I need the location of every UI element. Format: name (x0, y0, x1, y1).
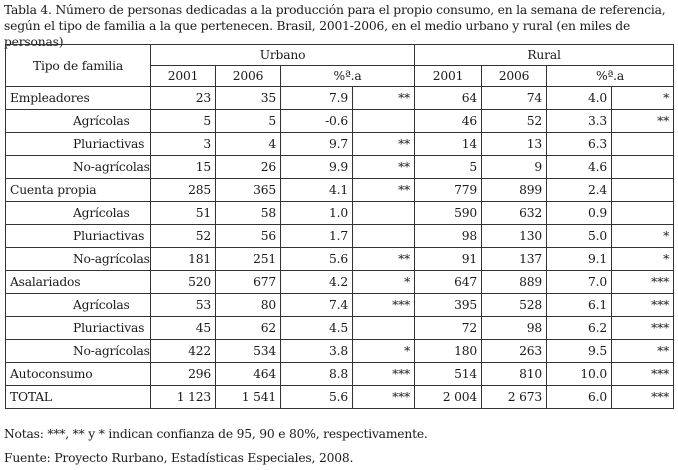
cell-rural-pct: 9.1 (547, 248, 612, 271)
cell-urbano-2001: 285 (151, 179, 216, 202)
cell-rural-2001: 46 (415, 110, 482, 133)
cell-rural-2001: 590 (415, 202, 482, 225)
cell-urbano-sig (353, 225, 415, 248)
cell-rural-pct: 7.0 (547, 271, 612, 294)
cell-urbano-pct: 9.9 (281, 156, 353, 179)
cell-tipo: Agrícolas (6, 294, 151, 317)
cell-rural-pct: 4.6 (547, 156, 612, 179)
table-row (6, 248, 674, 271)
table-row (6, 340, 674, 363)
cell-rural-sig: ** (612, 340, 674, 363)
table-row (6, 271, 674, 294)
cell-rural-pct: 4.0 (547, 87, 612, 110)
cell-urbano-2006: 56 (216, 225, 281, 248)
cell-urbano-2001: 422 (151, 340, 216, 363)
cell-tipo: TOTAL (6, 386, 151, 409)
cell-rural-sig: *** (612, 317, 674, 340)
data-table (5, 44, 674, 409)
cell-rural-sig: *** (612, 363, 674, 386)
cell-urbano-pct: 7.4 (281, 294, 353, 317)
cell-rural-2006: 137 (482, 248, 547, 271)
table-row (6, 317, 674, 340)
cell-urbano-2006: 251 (216, 248, 281, 271)
table-row (6, 225, 674, 248)
cell-rural-2001: 91 (415, 248, 482, 271)
cell-urbano-2001: 5 (151, 110, 216, 133)
cell-urbano-sig: ** (353, 156, 415, 179)
cell-rural-2001: 5 (415, 156, 482, 179)
cell-urbano-2001: 53 (151, 294, 216, 317)
cell-urbano-pct: 5.6 (281, 248, 353, 271)
cell-rural-2001: 72 (415, 317, 482, 340)
cell-urbano-sig: * (353, 340, 415, 363)
cell-urbano-2006: 5 (216, 110, 281, 133)
table-row (6, 202, 674, 225)
cell-urbano-sig: *** (353, 294, 415, 317)
table-row (6, 386, 674, 409)
cell-urbano-2001: 181 (151, 248, 216, 271)
cell-rural-2006: 810 (482, 363, 547, 386)
cell-rural-2006: 2 673 (482, 386, 547, 409)
cell-rural-sig: *** (612, 294, 674, 317)
cell-tipo: Pluriactivas (6, 133, 151, 156)
cell-urbano-2006: 26 (216, 156, 281, 179)
cell-urbano-sig: *** (353, 363, 415, 386)
header-urbano: Urbano (151, 45, 415, 66)
cell-urbano-sig (353, 202, 415, 225)
cell-rural-pct: 6.2 (547, 317, 612, 340)
cell-rural-sig (612, 179, 674, 202)
cell-rural-pct: 2.4 (547, 179, 612, 202)
cell-rural-2001: 14 (415, 133, 482, 156)
header-rural-pct: %ª.a (547, 66, 674, 87)
cell-rural-pct: 6.3 (547, 133, 612, 156)
cell-rural-2001: 647 (415, 271, 482, 294)
cell-urbano-pct: 8.8 (281, 363, 353, 386)
cell-urbano-2006: 365 (216, 179, 281, 202)
cell-rural-pct: 0.9 (547, 202, 612, 225)
header-urbano-2006: 2006 (216, 66, 281, 87)
cell-tipo: Agrícolas (6, 110, 151, 133)
cell-urbano-2006: 677 (216, 271, 281, 294)
cell-urbano-2006: 58 (216, 202, 281, 225)
cell-tipo: Autoconsumo (6, 363, 151, 386)
table-row (6, 363, 674, 386)
cell-tipo: Asalariados (6, 271, 151, 294)
cell-rural-2006: 263 (482, 340, 547, 363)
cell-tipo: No-agrícolas (6, 248, 151, 271)
cell-rural-2001: 514 (415, 363, 482, 386)
cell-urbano-2006: 62 (216, 317, 281, 340)
cell-rural-sig: * (612, 87, 674, 110)
cell-urbano-2006: 80 (216, 294, 281, 317)
table-row (6, 110, 674, 133)
cell-rural-2001: 180 (415, 340, 482, 363)
cell-rural-pct: 9.5 (547, 340, 612, 363)
cell-rural-2001: 64 (415, 87, 482, 110)
cell-urbano-sig: ** (353, 248, 415, 271)
cell-urbano-sig: *** (353, 386, 415, 409)
cell-urbano-pct: 4.5 (281, 317, 353, 340)
cell-rural-2006: 9 (482, 156, 547, 179)
cell-urbano-sig (353, 317, 415, 340)
cell-urbano-2006: 35 (216, 87, 281, 110)
header-row-groups (6, 45, 674, 66)
cell-rural-2006: 98 (482, 317, 547, 340)
cell-rural-pct: 10.0 (547, 363, 612, 386)
cell-rural-2001: 98 (415, 225, 482, 248)
cell-urbano-sig: ** (353, 133, 415, 156)
cell-urbano-2001: 3 (151, 133, 216, 156)
cell-urbano-pct: 9.7 (281, 133, 353, 156)
cell-rural-2001: 2 004 (415, 386, 482, 409)
cell-urbano-pct: 1.7 (281, 225, 353, 248)
cell-urbano-2006: 4 (216, 133, 281, 156)
cell-urbano-pct: 7.9 (281, 87, 353, 110)
cell-rural-2006: 74 (482, 87, 547, 110)
cell-urbano-2001: 1 123 (151, 386, 216, 409)
cell-urbano-2001: 520 (151, 271, 216, 294)
cell-urbano-2001: 51 (151, 202, 216, 225)
notes-confidence: Notas: ***, ** y * indican confianza de 95, 90 e 80%, respectivamente. (4, 427, 428, 441)
cell-rural-2006: 130 (482, 225, 547, 248)
cell-urbano-pct: 1.0 (281, 202, 353, 225)
cell-rural-sig: *** (612, 271, 674, 294)
cell-rural-sig (612, 202, 674, 225)
cell-tipo: No-agrícolas (6, 156, 151, 179)
header-tipo: Tipo de familia (6, 45, 151, 87)
header-rural: Rural (415, 45, 674, 66)
notes-source: Fuente: Proyecto Rurbano, Estadísticas Especiales, 2008. (4, 451, 354, 465)
cell-tipo: Pluriactivas (6, 225, 151, 248)
cell-rural-pct: 3.3 (547, 110, 612, 133)
cell-tipo: Agrícolas (6, 202, 151, 225)
header-urbano-2001: 2001 (151, 66, 216, 87)
cell-urbano-2001: 45 (151, 317, 216, 340)
table-body (6, 87, 674, 409)
cell-rural-2006: 889 (482, 271, 547, 294)
cell-urbano-sig (353, 110, 415, 133)
cell-rural-pct: 6.0 (547, 386, 612, 409)
cell-rural-sig (612, 133, 674, 156)
cell-urbano-2006: 534 (216, 340, 281, 363)
cell-rural-sig: *** (612, 386, 674, 409)
cell-urbano-2001: 296 (151, 363, 216, 386)
cell-rural-2006: 899 (482, 179, 547, 202)
cell-tipo: Pluriactivas (6, 317, 151, 340)
cell-rural-2001: 395 (415, 294, 482, 317)
cell-urbano-pct: -0.6 (281, 110, 353, 133)
table-row (6, 156, 674, 179)
table-row (6, 294, 674, 317)
cell-urbano-2001: 15 (151, 156, 216, 179)
cell-rural-2006: 52 (482, 110, 547, 133)
cell-urbano-2006: 1 541 (216, 386, 281, 409)
cell-urbano-pct: 5.6 (281, 386, 353, 409)
cell-urbano-2006: 464 (216, 363, 281, 386)
cell-urbano-2001: 23 (151, 87, 216, 110)
table-row (6, 179, 674, 202)
cell-urbano-2001: 52 (151, 225, 216, 248)
header-rural-2006: 2006 (482, 66, 547, 87)
cell-rural-pct: 6.1 (547, 294, 612, 317)
cell-rural-pct: 5.0 (547, 225, 612, 248)
cell-tipo: No-agrícolas (6, 340, 151, 363)
cell-rural-2006: 528 (482, 294, 547, 317)
cell-urbano-sig: ** (353, 87, 415, 110)
cell-rural-sig: ** (612, 110, 674, 133)
cell-rural-2006: 13 (482, 133, 547, 156)
cell-urbano-pct: 3.8 (281, 340, 353, 363)
cell-rural-2006: 632 (482, 202, 547, 225)
cell-rural-sig: * (612, 248, 674, 271)
cell-rural-sig: * (612, 225, 674, 248)
cell-rural-2001: 779 (415, 179, 482, 202)
header-urbano-pct: %ª.a (281, 66, 415, 87)
cell-urbano-sig: ** (353, 179, 415, 202)
cell-tipo: Cuenta propia (6, 179, 151, 202)
header-rural-2001: 2001 (415, 66, 482, 87)
cell-urbano-sig: * (353, 271, 415, 294)
cell-rural-sig (612, 156, 674, 179)
cell-urbano-pct: 4.2 (281, 271, 353, 294)
cell-urbano-pct: 4.1 (281, 179, 353, 202)
table-row (6, 87, 674, 110)
table-caption: Tabla 4. Número de personas dedicadas a la producción para el propio consumo, en la semana de referencia, según el tipo de familia a la que pertenecen. Brasil, 2001-2006, en el medio urbano y rural (en miles de personas) (4, 3, 666, 49)
table-row (6, 133, 674, 156)
cell-tipo: Empleadores (6, 87, 151, 110)
